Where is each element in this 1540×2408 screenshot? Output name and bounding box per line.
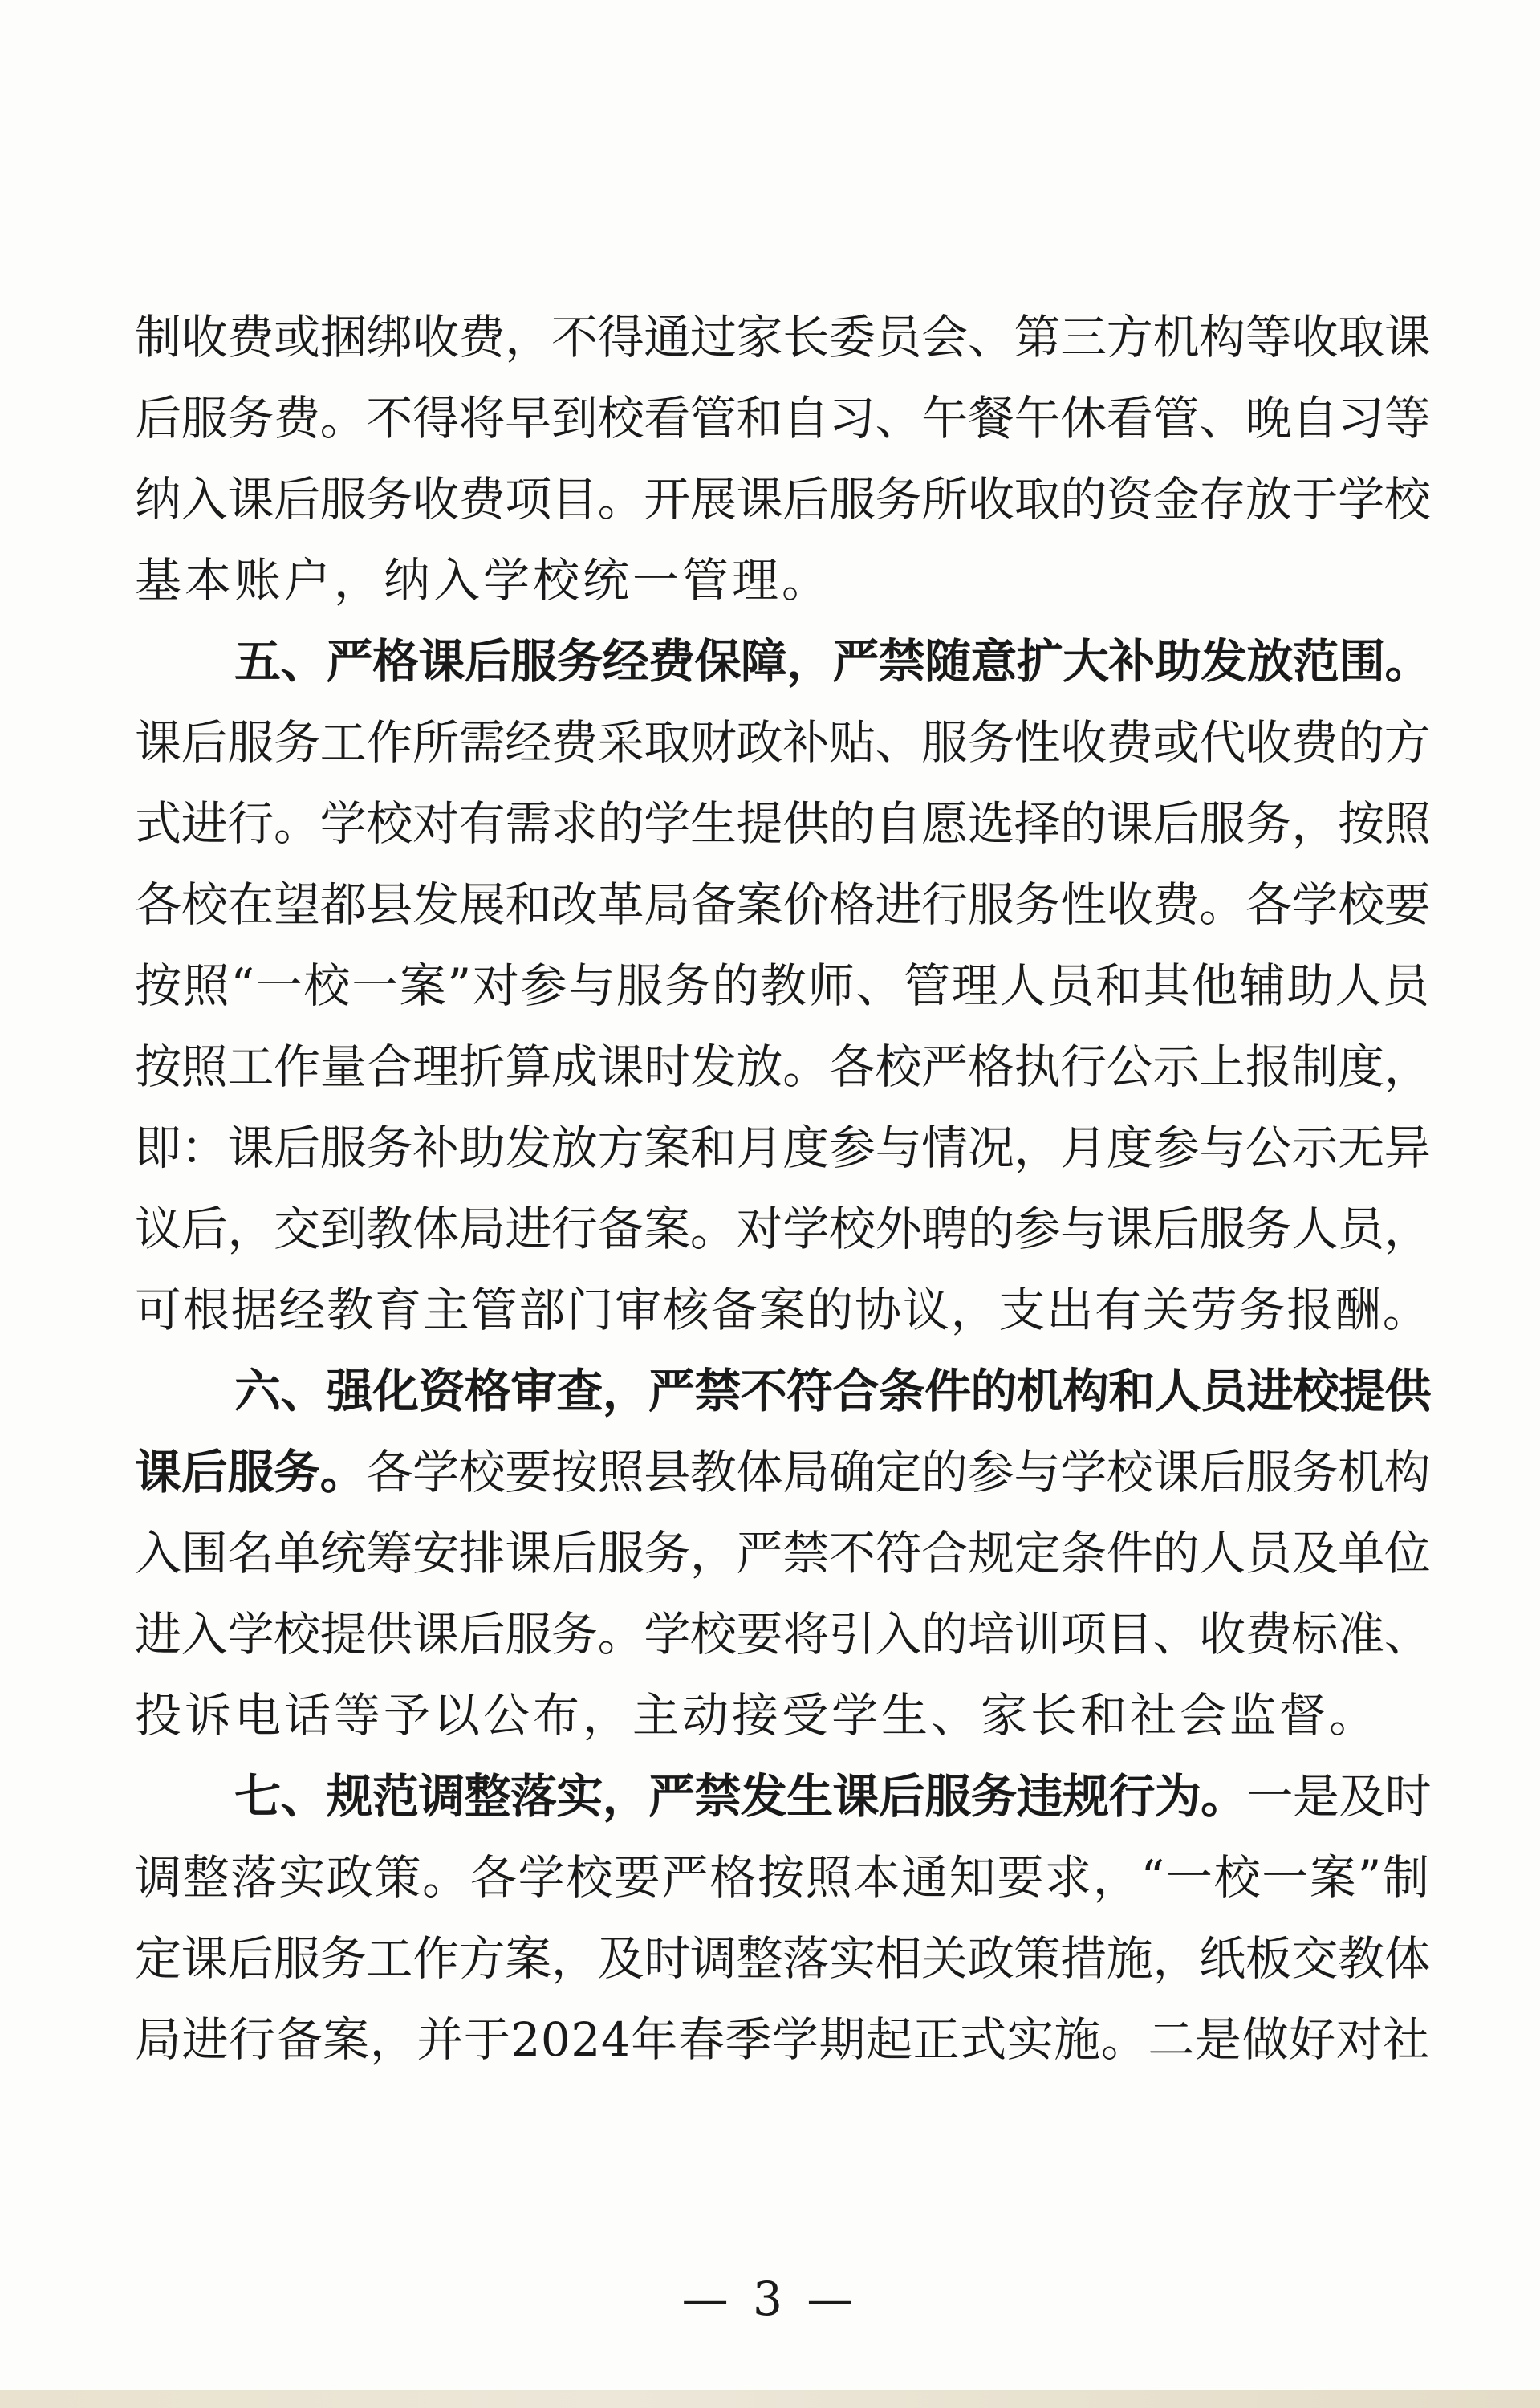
line-text: 进入学校提供课后服务。学校要将引入的培训项目、收费标准、	[135, 1607, 1431, 1662]
line-text: 各校在望都县发展和改革局备案价格进行服务性收费。各学校要	[135, 877, 1431, 932]
text-line	[135, 1999, 1435, 2081]
text-line	[135, 459, 1435, 540]
line-text: 基本账户，纳入学校统一管理。	[135, 553, 832, 608]
text-line	[135, 540, 1435, 621]
line-text: 各学校要按照县教体局确定的参与学校课后服务机构	[366, 1445, 1431, 1499]
text-line	[135, 946, 1435, 1027]
line-text: 即：课后服务补助发放方案和月度参与情况，月度参与公示无异	[135, 1121, 1431, 1175]
text-line	[135, 1108, 1435, 1189]
line-text: 纳入课后服务收费项目。开展课后服务所收取的资金存放于学校	[135, 472, 1431, 527]
line-text: 按照工作量合理折算成课时发放。各校严格执行公示上报制度，	[135, 1039, 1431, 1094]
line-text: 后服务费。不得将早到校看管和自习、午餐午休看管、晚自习等	[135, 391, 1431, 445]
section-heading: 七、规范调整落实，严禁发生课后服务违规行为。	[234, 1769, 1247, 1824]
text-line	[135, 864, 1435, 946]
text-line	[135, 297, 1435, 378]
line-text: 按照“一校一案”对参与服务的教师、管理人员和其他辅助人员	[135, 958, 1431, 1013]
text-line	[135, 378, 1435, 459]
text-line	[135, 1027, 1435, 1108]
text-line	[135, 1918, 1435, 1999]
scan-edge	[0, 2390, 1540, 2408]
line-text: 局进行备案，并于2024年春季学期起正式实施。二是做好对社	[135, 2012, 1430, 2067]
line-text: 课后服务工作所需经费采取财政补贴、服务性收费或代收费的方	[135, 715, 1431, 770]
line-text: 式进行。学校对有需求的学生提供的自愿选择的课后服务，按照	[135, 796, 1431, 851]
line-text: 定课后服务工作方案，及时调整落实相关政策措施，纸板交教体	[135, 1931, 1431, 1986]
line-text: 议后，交到教体局进行备案。对学校外聘的参与课后服务人员，	[135, 1202, 1431, 1256]
text-line	[135, 702, 1435, 783]
text-line	[135, 1756, 1435, 1837]
line-text: 调整落实政策。各学校要严格按照本通知要求，“一校一案”制	[135, 1850, 1431, 1905]
text-line	[135, 1837, 1435, 1918]
line-text: 可根据经教育主管部门审核备案的协议，支出有关劳务报酬。	[135, 1283, 1431, 1337]
text-line	[135, 1513, 1435, 1594]
text-line	[135, 621, 1435, 702]
text-line	[135, 1594, 1435, 1675]
text-line	[135, 1351, 1435, 1432]
text-line	[135, 1432, 1435, 1513]
section-heading: 课后服务。	[135, 1445, 367, 1499]
line-text: 一是及时	[1246, 1769, 1431, 1824]
page-number: — 3 —	[681, 2272, 859, 2326]
text-line	[135, 1270, 1435, 1351]
text-line	[135, 1675, 1435, 1756]
section-heading: 五、严格课后服务经费保障，严禁随意扩大补助发放范围。	[234, 634, 1431, 689]
line-text: 入围名单统筹安排课后服务，严禁不符合规定条件的人员及单位	[135, 1526, 1431, 1580]
section-heading: 六、强化资格审查，严禁不符合条件的机构和人员进校提供	[234, 1364, 1431, 1418]
line-text: 制收费或捆绑收费，不得通过家长委员会、第三方机构等收取课	[135, 310, 1431, 364]
text-line	[135, 783, 1435, 864]
line-text: 投诉电话等予以公布，主动接受学生、家长和社会监督。	[135, 1688, 1379, 1743]
body-text	[135, 297, 1435, 2081]
text-line	[135, 1189, 1435, 1270]
